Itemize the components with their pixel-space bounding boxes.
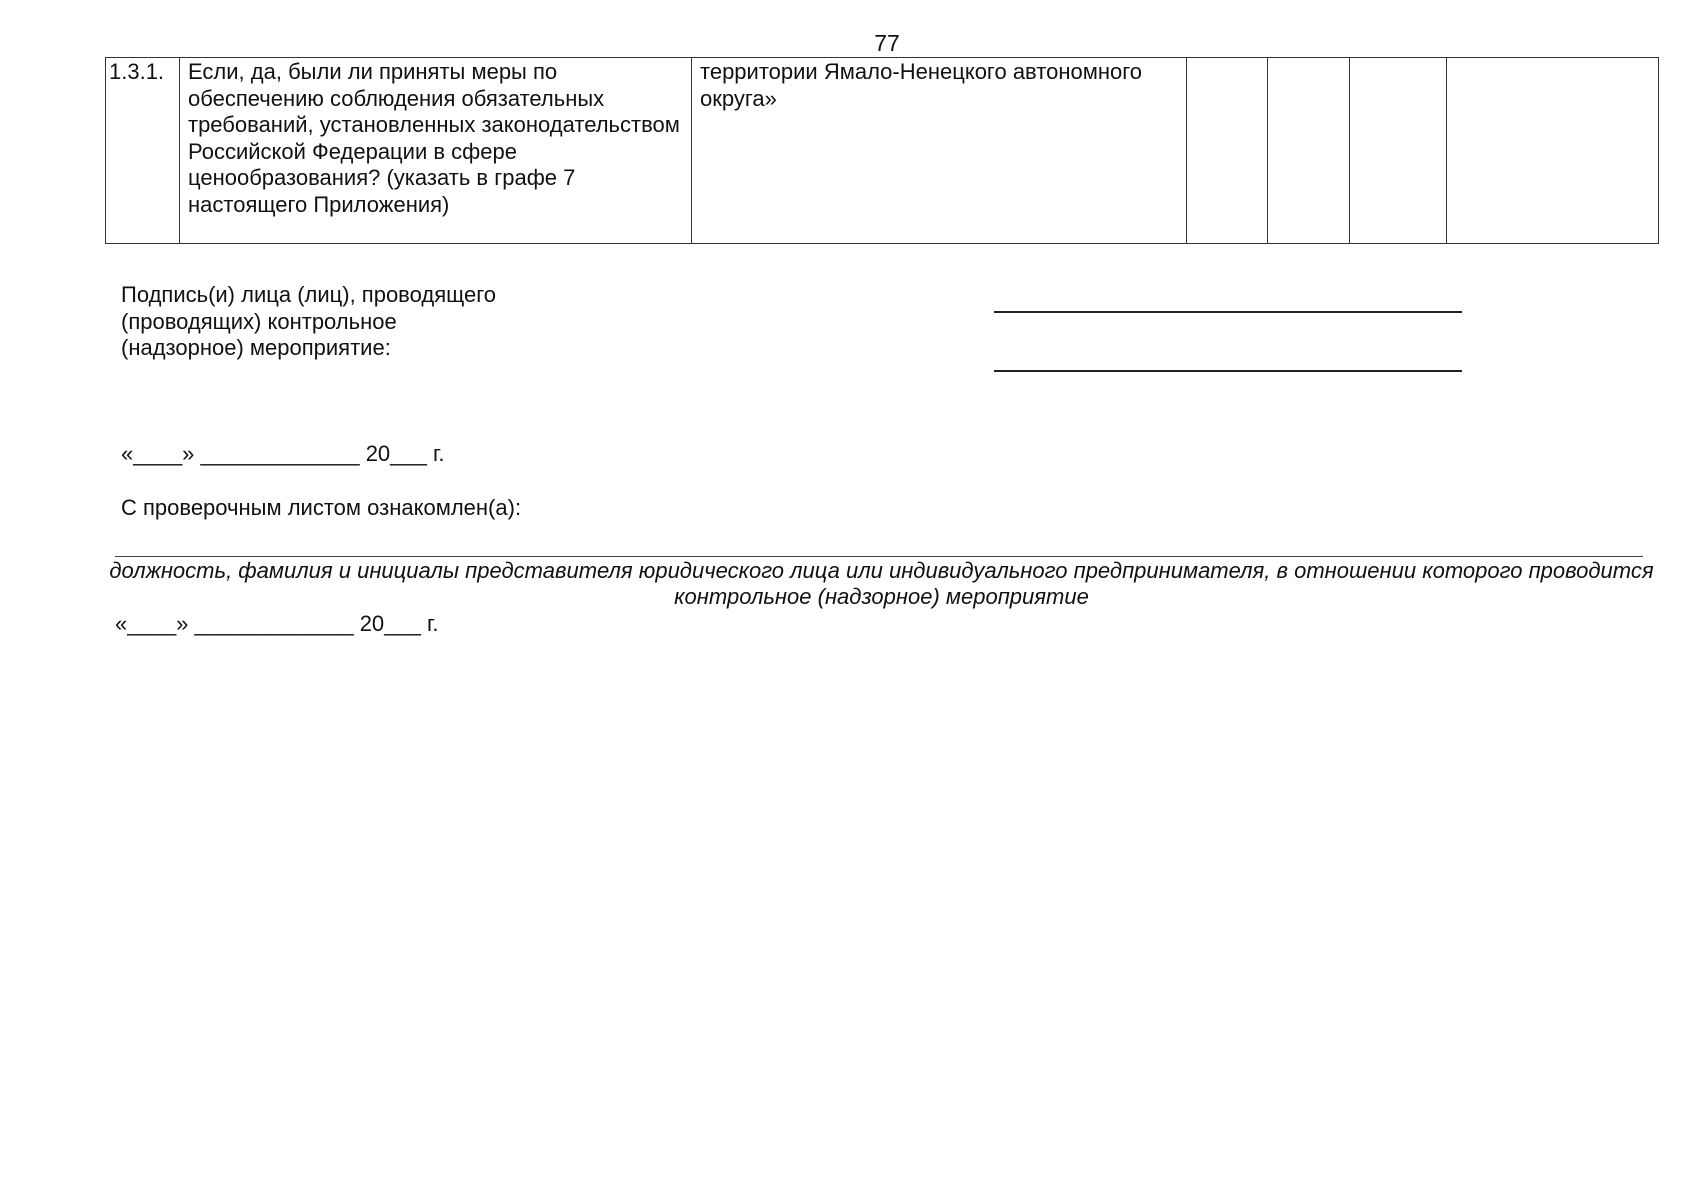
acknowledgement-label: С проверочным листом ознакомлен(а): bbox=[121, 495, 522, 520]
date-line-inspector: «____» _____________ 20___ г. bbox=[121, 441, 445, 466]
representative-signature-line[interactable] bbox=[115, 556, 1643, 557]
answer-yes-cell[interactable] bbox=[1187, 58, 1268, 244]
signature-line-1[interactable] bbox=[994, 311, 1462, 313]
representative-caption: должность, фамилия и инициалы представителя юридического лица или индивидуального предпринимателя, в отношении которого проводится контрольное (надзорное) мероприятие bbox=[109, 558, 1654, 609]
row-number-cell: 1.3.1. bbox=[106, 58, 180, 244]
signature-label: Подпись(и) лица (лиц), проводящего (проводящих) контрольное (надзорное) мероприятие: bbox=[121, 282, 496, 360]
note-cell[interactable] bbox=[1447, 58, 1659, 244]
answer-not-applicable-cell[interactable] bbox=[1350, 58, 1447, 244]
page-number: 77 bbox=[874, 30, 900, 56]
date-line-representative: «____» _____________ 20___ г. bbox=[115, 611, 439, 636]
table-row bbox=[106, 58, 1659, 244]
checklist-table bbox=[105, 57, 1659, 244]
signature-line-2[interactable] bbox=[994, 370, 1462, 372]
reference-cell: территории Ямало-Ненецкого автономного округа» bbox=[692, 58, 1187, 244]
question-cell: Если, да, были ли приняты меры по обеспечению соблюдения обязательных требований, установленных законодательством Российской Федерации в сфере ценообразования? (указать в графе 7 настоящего Приложения) bbox=[180, 58, 692, 244]
answer-no-cell[interactable] bbox=[1268, 58, 1350, 244]
